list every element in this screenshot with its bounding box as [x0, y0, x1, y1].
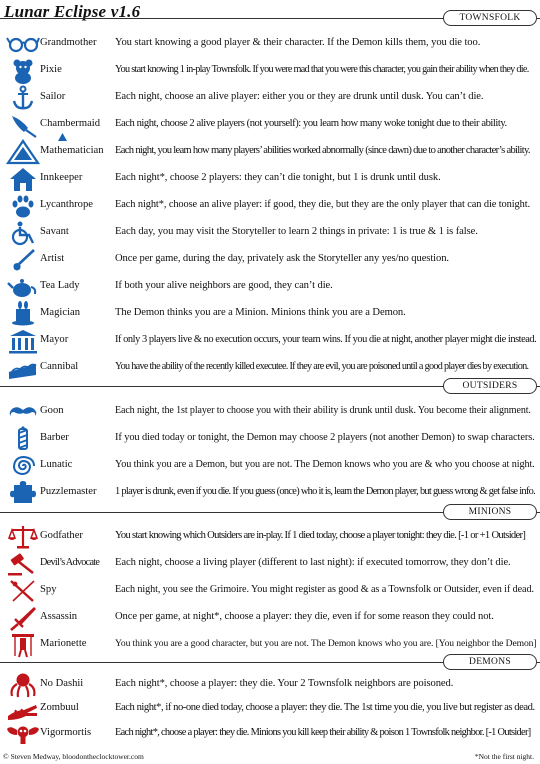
role-name: Tea Lady — [40, 280, 80, 291]
script-title: Lunar Eclipse v1.6 — [4, 2, 141, 21]
footnote-text: *Not the first night. — [474, 752, 534, 761]
feather-duster-icon — [6, 112, 40, 138]
role-ability: You have the ability of the recently killed executee. If they are evil, you are poisoned until a good player dies by execution. — [115, 361, 529, 372]
role-row-pixie — [0, 56, 540, 84]
role-row-barber — [0, 424, 540, 452]
role-row-mayor — [0, 326, 540, 354]
teapot-icon — [6, 274, 40, 300]
role-ability: Each night, the 1st player to choose you with their ability is drunk until dusk. You become their alignment. — [115, 405, 531, 416]
role-name: Puzzlemaster — [40, 486, 97, 497]
role-ability: You think you are a good character, but you are not. The Demon knows who you are. [You neighbor the Demon] — [115, 638, 537, 649]
role-ability: Each night*, choose a player: they die. Minions you kill keep their ability & poison 1 Townsfolk neighbor. [-1 Outsider] — [115, 727, 531, 738]
role-name: Mathematician — [40, 145, 104, 156]
role-ability: 1 player is drunk, even if you die. If you guess (once) who it is, learn the Demon player, but guess wrong & get false info. — [115, 486, 536, 497]
role-row-puzzlemaster — [0, 478, 540, 506]
role-name: Barber — [40, 432, 69, 443]
role-ability: You start knowing which Outsiders are in-play. If 1 died today, choose a player tonight: they die. [-1 or +1 Outsider] — [115, 530, 526, 541]
paw-icon — [6, 193, 40, 219]
crossed-swords-icon — [6, 578, 40, 604]
role-name: Goon — [40, 405, 64, 416]
section-label-minions: MINIONS — [443, 504, 537, 520]
role-row-mathematician — [0, 137, 540, 165]
role-ability: You think you are a Demon, but you are not. The Demon knows who you are & who you choose at night. — [115, 459, 535, 470]
role-row-sailor — [0, 83, 540, 111]
role-row-magician — [0, 299, 540, 327]
role-ability: Each night, choose an alive player: either you or they are drunk until dusk. You can’t die. — [115, 91, 484, 102]
role-name: Spy — [40, 584, 57, 595]
dagger-icon — [6, 605, 40, 631]
spiral-icon — [6, 453, 40, 479]
section-label-townsfolk: TOWNSFOLK — [443, 10, 537, 26]
section-label-outsiders: OUTSIDERS — [443, 378, 537, 394]
glasses-icon — [6, 31, 40, 57]
role-ability: Each night, you learn how many players’ abilities worked abnormally (since dawn) due to another character’s ability. — [115, 145, 530, 156]
role-name: Savant — [40, 226, 69, 237]
role-name: Lycanthrope — [40, 199, 93, 210]
paintbrush-icon — [6, 247, 40, 273]
role-ability: Each night*, choose a player: they die. Your 2 Townsfolk neighbors are poisoned. — [115, 678, 454, 689]
role-ability: Once per game, during the day, privately ask the Storyteller any yes/no question. — [115, 253, 449, 264]
house-icon — [6, 166, 40, 192]
top-hat-icon — [6, 301, 40, 327]
teddy-bear-icon — [6, 58, 40, 84]
role-ability: Each night, choose 2 alive players (not yourself): you learn how many woke tonight due to their ability. — [115, 118, 507, 129]
role-ability: Each night, choose a living player (different to last night): if executed tomorrow, they don’t die. — [115, 557, 511, 568]
mustache-icon — [6, 399, 40, 425]
triangle-icon — [6, 139, 40, 165]
role-row-tea-lady — [0, 272, 540, 300]
role-row-artist — [0, 245, 540, 273]
role-ability: If you died today or tonight, the Demon may choose 2 players (not another Demon) to swap characters. — [115, 432, 535, 443]
role-name: Zombuul — [40, 702, 79, 713]
gavel-icon — [6, 551, 40, 577]
role-row-assassin — [0, 603, 540, 631]
building-icon — [6, 328, 40, 354]
role-row-chambermaid — [0, 110, 540, 138]
role-name: Godfather — [40, 530, 83, 541]
role-name: Innkeeper — [40, 172, 83, 183]
role-ability: Each night, you see the Grimoire. You might register as good & as a Townsfolk or Outsider, even if dead. — [115, 584, 534, 595]
role-row-innkeeper — [0, 164, 540, 192]
role-ability: The Demon thinks you are a Minion. Minions think you are a Demon. — [115, 307, 406, 318]
role-row-vigormortis — [0, 719, 540, 747]
puzzle-icon — [6, 480, 40, 506]
role-ability: You start knowing 1 in-play Townsfolk. If you were mad that you were this character, you gain their ability when they die. — [115, 64, 529, 75]
role-ability: You start knowing a good player & their character. If the Demon kills them, you die too. — [115, 37, 481, 48]
wheelchair-icon — [6, 220, 40, 246]
role-row-cannibal — [0, 353, 540, 381]
pie-icon — [6, 355, 40, 381]
role-name: Devil’s Advocate — [40, 557, 100, 568]
role-ability: Each night*, if no-one died today, choose a player: they die. The 1st time you die, you live but register as dead. — [115, 702, 535, 713]
role-name: Artist — [40, 253, 65, 264]
role-name: Sailor — [40, 91, 66, 102]
role-row-devils-advocate — [0, 549, 540, 577]
role-row-savant — [0, 218, 540, 246]
barber-pole-icon — [6, 426, 40, 452]
role-row-zombuul — [0, 694, 540, 722]
role-row-godfather — [0, 522, 540, 550]
role-row-grandmother — [0, 29, 540, 57]
role-name: Grandmother — [40, 37, 97, 48]
role-row-lycanthrope — [0, 191, 540, 219]
role-name: Chambermaid — [40, 118, 101, 129]
role-ability: If both your alive neighbors are good, they can’t die. — [115, 280, 333, 291]
copyright-text: © Steven Medway, bloodontheclocktower.com — [3, 752, 144, 761]
role-name: Magician — [40, 307, 81, 318]
role-name: Lunatic — [40, 459, 73, 470]
role-name: Assassin — [40, 611, 78, 622]
role-ability: If only 3 players live & no execution occurs, your team wins. If you die at night, another player might die instead. — [115, 334, 537, 345]
section-label-demons: DEMONS — [443, 654, 537, 670]
scales-icon — [6, 524, 40, 550]
role-row-spy — [0, 576, 540, 604]
role-name: Cannibal — [40, 361, 79, 372]
role-row-goon — [0, 397, 540, 425]
role-row-lunatic — [0, 451, 540, 479]
marionette-icon — [6, 632, 40, 658]
anchor-icon — [6, 85, 40, 111]
role-ability: Each night*, choose an alive player: if good, they die, but they are the only player that can die tonight. — [115, 199, 530, 210]
role-name: Marionette — [40, 638, 87, 649]
role-ability: Each day, you may visit the Storyteller to learn 2 things in private: 1 is true & 1 is false. — [115, 226, 478, 237]
role-name: Pixie — [40, 64, 62, 75]
role-ability: Once per game, at night*, choose a player: they die, even if for some reason they could not. — [115, 611, 494, 622]
role-ability: Each night*, choose 2 players: they can’t die tonight, but 1 is drunk until dusk. — [115, 172, 441, 183]
role-name: Vigormortis — [40, 727, 92, 738]
role-name: No Dashii — [40, 678, 84, 689]
winged-skull-icon — [6, 721, 40, 747]
role-name: Mayor — [40, 334, 69, 345]
